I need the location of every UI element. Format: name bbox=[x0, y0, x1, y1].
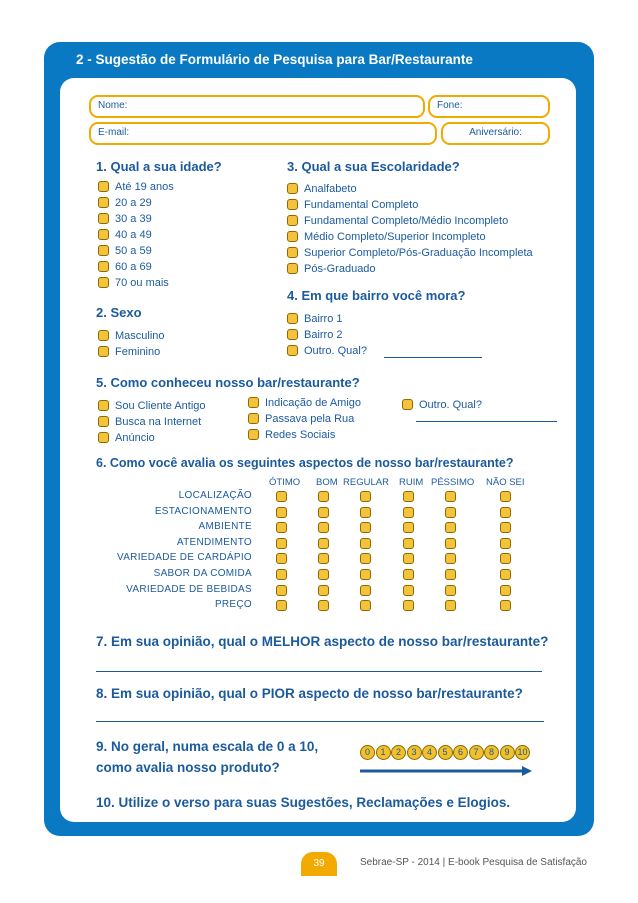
q5-option-label: Busca na Internet bbox=[115, 416, 202, 428]
q5-option[interactable] bbox=[248, 412, 354, 426]
rating-checkbox-icon[interactable] bbox=[445, 569, 456, 580]
q1-option[interactable] bbox=[98, 180, 174, 194]
rating-checkbox-icon[interactable] bbox=[318, 538, 329, 549]
q5-option-label: Passava pela Rua bbox=[265, 413, 355, 425]
rating-checkbox-icon[interactable] bbox=[360, 491, 371, 502]
rating-checkbox-icon[interactable] bbox=[500, 569, 511, 580]
checkbox-icon[interactable] bbox=[287, 345, 298, 356]
checkbox-icon[interactable] bbox=[287, 199, 298, 210]
rating-checkbox-icon[interactable] bbox=[318, 600, 329, 611]
q3-title: 3. Qual a sua Escolaridade? bbox=[287, 159, 460, 174]
checkbox-icon[interactable] bbox=[248, 397, 259, 408]
checkbox-icon[interactable] bbox=[98, 245, 109, 256]
rating-checkbox-icon[interactable] bbox=[318, 585, 329, 596]
rating-checkbox-icon[interactable] bbox=[500, 491, 511, 502]
q7-title: 7. Em sua opinião, qual o MELHOR aspecto de nosso bar/restaurante? bbox=[96, 634, 549, 649]
checkbox-icon[interactable] bbox=[287, 247, 298, 258]
checkbox-icon[interactable] bbox=[98, 346, 109, 357]
birthday-label: Aniversário: bbox=[469, 127, 522, 138]
scale-option[interactable]: 4 bbox=[422, 745, 437, 760]
q4-option[interactable] bbox=[287, 344, 367, 358]
q4-option-label: Bairro 1 bbox=[304, 313, 343, 325]
rating-checkbox-icon[interactable] bbox=[360, 569, 371, 580]
q1-option[interactable] bbox=[98, 260, 152, 274]
q4-option-label: Bairro 2 bbox=[304, 329, 343, 341]
q9-line2: como avalia nosso produto? bbox=[96, 760, 280, 775]
q3-option-label: Fundamental Completo/Médio Incompleto bbox=[304, 215, 509, 227]
email-field[interactable] bbox=[89, 122, 437, 145]
email-label: E-mail: bbox=[98, 127, 130, 138]
scale-option[interactable]: 2 bbox=[391, 745, 406, 760]
q1-option-label: 70 ou mais bbox=[115, 277, 169, 289]
scale-option[interactable]: 0 bbox=[360, 745, 375, 760]
rating-checkbox-icon[interactable] bbox=[403, 538, 414, 549]
rating-checkbox-icon[interactable] bbox=[360, 507, 371, 518]
q1-option-label: 30 a 39 bbox=[115, 213, 152, 225]
q3-option[interactable] bbox=[287, 246, 533, 260]
q3-option[interactable] bbox=[287, 214, 508, 228]
rating-checkbox-icon[interactable] bbox=[276, 600, 287, 611]
q3-option[interactable] bbox=[287, 230, 486, 244]
scale-option[interactable]: 5 bbox=[438, 745, 453, 760]
rating-checkbox-icon[interactable] bbox=[500, 507, 511, 518]
q1-option[interactable] bbox=[98, 228, 152, 242]
q1-option-label: 40 a 49 bbox=[115, 229, 152, 241]
q2-option-label: Feminino bbox=[115, 346, 161, 358]
aspect-label: LOCALIZAÇÃO bbox=[178, 490, 252, 501]
checkbox-icon[interactable] bbox=[98, 400, 109, 411]
aspect-label: PREÇO bbox=[214, 599, 252, 611]
rating-checkbox-icon[interactable] bbox=[403, 600, 414, 611]
page-number: 39 bbox=[301, 852, 337, 876]
q2-option-label: Masculino bbox=[115, 330, 165, 342]
q5-option-label: Indicação de Amigo bbox=[265, 397, 362, 409]
q1-option-label: 20 a 29 bbox=[115, 197, 152, 209]
q10-title: 10. Utilize o verso para suas Sugestões, Reclamações e Elogios. bbox=[96, 795, 511, 810]
rating-checkbox-icon[interactable] bbox=[403, 507, 414, 518]
rating-checkbox-icon[interactable] bbox=[500, 585, 511, 596]
rating-checkbox-icon[interactable] bbox=[445, 600, 456, 611]
q5-option-label: Sou Cliente Antigo bbox=[115, 400, 206, 412]
rating-checkbox-icon[interactable] bbox=[445, 553, 456, 564]
q3-option[interactable] bbox=[287, 262, 376, 276]
rating-checkbox-icon[interactable] bbox=[360, 553, 371, 564]
rating-checkbox-icon[interactable] bbox=[403, 491, 414, 502]
q5-option[interactable] bbox=[248, 428, 335, 442]
rating-checkbox-icon[interactable] bbox=[403, 522, 414, 533]
rating-checkbox-icon[interactable] bbox=[500, 538, 511, 549]
q2-option[interactable] bbox=[98, 329, 165, 343]
rating-checkbox-icon[interactable] bbox=[500, 522, 511, 533]
aspect-label: VARIEDADE DE CARDÁPIO bbox=[116, 552, 252, 564]
scale-option[interactable]: 6 bbox=[453, 745, 468, 760]
q8-answer-line[interactable] bbox=[96, 721, 544, 722]
q1-option[interactable] bbox=[98, 196, 152, 210]
q2-option[interactable] bbox=[98, 345, 160, 359]
rating-checkbox-icon[interactable] bbox=[403, 553, 414, 564]
name-field[interactable] bbox=[89, 95, 425, 118]
rating-checkbox-icon[interactable] bbox=[276, 491, 287, 502]
scale-option[interactable]: 8 bbox=[484, 745, 499, 760]
checkbox-icon[interactable] bbox=[402, 399, 413, 410]
q4-option[interactable] bbox=[287, 328, 343, 342]
scale-option[interactable]: 9 bbox=[500, 745, 515, 760]
q1-option[interactable] bbox=[98, 212, 152, 226]
scale-option[interactable]: 3 bbox=[407, 745, 422, 760]
q5-other-line[interactable] bbox=[416, 421, 557, 422]
checkbox-icon[interactable] bbox=[248, 429, 259, 440]
q5-option-other-label: Outro. Qual? bbox=[419, 399, 482, 411]
q1-option-label: 50 a 59 bbox=[115, 245, 152, 257]
rating-checkbox-icon[interactable] bbox=[445, 585, 456, 596]
scale-option[interactable]: 7 bbox=[469, 745, 484, 760]
q3-option[interactable] bbox=[287, 182, 357, 196]
rating-column-header: ÓTIMO bbox=[269, 477, 301, 488]
rating-checkbox-icon[interactable] bbox=[360, 600, 371, 611]
scale-option[interactable]: 10 bbox=[515, 745, 530, 760]
q4-title: 4. Em que bairro você mora? bbox=[287, 288, 466, 303]
q5-option-other[interactable] bbox=[402, 398, 482, 412]
q4-other-line[interactable] bbox=[384, 357, 482, 358]
checkbox-icon[interactable] bbox=[287, 329, 298, 340]
scale-arrow-icon bbox=[360, 766, 532, 776]
q3-option-label: Superior Completo/Pós-Graduação Incompleta bbox=[304, 247, 533, 259]
rating-checkbox-icon[interactable] bbox=[445, 491, 456, 502]
rating-column-header: BOM bbox=[316, 477, 338, 488]
checkbox-icon[interactable] bbox=[98, 181, 109, 192]
rating-checkbox-icon[interactable] bbox=[318, 553, 329, 564]
rating-checkbox-icon[interactable] bbox=[276, 507, 287, 518]
rating-checkbox-icon[interactable] bbox=[276, 522, 287, 533]
rating-checkbox-icon[interactable] bbox=[360, 522, 371, 533]
q1-option[interactable] bbox=[98, 276, 169, 290]
rating-column-header: PÉSSIMO bbox=[431, 477, 475, 488]
rating-checkbox-icon[interactable] bbox=[276, 538, 287, 549]
rating-column-header: REGULAR bbox=[343, 477, 389, 488]
rating-checkbox-icon[interactable] bbox=[445, 522, 456, 533]
rating-column-header: RUIM bbox=[399, 477, 424, 488]
checkbox-icon[interactable] bbox=[287, 231, 298, 242]
aspect-label: ATENDIMENTO bbox=[176, 536, 252, 548]
q4-option[interactable] bbox=[287, 312, 343, 326]
rating-checkbox-icon[interactable] bbox=[360, 585, 371, 596]
checkbox-icon[interactable] bbox=[98, 432, 109, 443]
q5-option[interactable] bbox=[98, 431, 155, 445]
q5-option[interactable] bbox=[98, 415, 201, 429]
q4-option-label: Outro. Qual? bbox=[304, 345, 367, 357]
q3-option[interactable] bbox=[287, 198, 418, 212]
checkbox-icon[interactable] bbox=[287, 215, 298, 226]
phone-field[interactable] bbox=[428, 95, 550, 118]
rating-checkbox-icon[interactable] bbox=[276, 585, 287, 596]
checkbox-icon[interactable] bbox=[98, 416, 109, 427]
q1-option[interactable] bbox=[98, 244, 152, 258]
birthday-field[interactable] bbox=[441, 122, 550, 145]
q3-option-label: Pós-Graduado bbox=[304, 263, 376, 275]
checkbox-icon[interactable] bbox=[98, 277, 109, 288]
aspect-label: AMBIENTE bbox=[198, 521, 252, 533]
checkbox-icon[interactable] bbox=[98, 197, 109, 208]
rating-checkbox-icon[interactable] bbox=[318, 507, 329, 518]
q5-option[interactable] bbox=[248, 396, 361, 410]
rating-checkbox-icon[interactable] bbox=[360, 538, 371, 549]
checkbox-icon[interactable] bbox=[287, 263, 298, 274]
q1-title: 1. Qual a sua idade? bbox=[96, 159, 222, 174]
aspect-label: VARIEDADE DE BEBIDAS bbox=[126, 583, 252, 595]
q3-option-label: Fundamental Completo bbox=[304, 199, 419, 211]
q1-option-label: Até 19 anos bbox=[115, 181, 174, 193]
checkbox-icon[interactable] bbox=[248, 413, 259, 424]
q5-option[interactable] bbox=[98, 399, 206, 413]
scale-option[interactable]: 1 bbox=[376, 745, 391, 760]
q5-title: 5. Como conheceu nosso bar/restaurante? bbox=[96, 375, 360, 390]
rating-checkbox-icon[interactable] bbox=[445, 538, 456, 549]
rating-checkbox-icon[interactable] bbox=[276, 569, 287, 580]
rating-checkbox-icon[interactable] bbox=[500, 553, 511, 564]
checkbox-icon[interactable] bbox=[98, 330, 109, 341]
q5-option-label: Anúncio bbox=[115, 432, 155, 444]
q1-option-label: 60 a 69 bbox=[115, 261, 152, 273]
rating-checkbox-icon[interactable] bbox=[318, 522, 329, 533]
rating-checkbox-icon[interactable] bbox=[403, 585, 414, 596]
q3-option-label: Médio Completo/Superior Incompleto bbox=[304, 231, 486, 243]
rating-checkbox-icon[interactable] bbox=[318, 491, 329, 502]
aspect-label: ESTACIONAMENTO bbox=[154, 505, 252, 517]
phone-label: Fone: bbox=[437, 100, 463, 111]
rating-checkbox-icon[interactable] bbox=[318, 569, 329, 580]
q7-answer-line[interactable] bbox=[96, 671, 542, 672]
q8-title: 8. Em sua opinião, qual o PIOR aspecto de nosso bar/restaurante? bbox=[96, 686, 523, 701]
checkbox-icon[interactable] bbox=[287, 183, 298, 194]
checkbox-icon[interactable] bbox=[98, 213, 109, 224]
q5-option-label: Redes Sociais bbox=[265, 429, 336, 441]
footer-text: Sebrae-SP - 2014 | E-book Pesquisa de Satisfação bbox=[360, 857, 587, 868]
rating-checkbox-icon[interactable] bbox=[403, 569, 414, 580]
rating-column-header: NÃO SEI bbox=[486, 477, 525, 488]
q6-title: 6. Como você avalia os seguintes aspectos de nosso bar/restaurante? bbox=[96, 456, 514, 470]
form-title: 2 - Sugestão de Formulário de Pesquisa para Bar/Restaurante bbox=[76, 52, 473, 67]
checkbox-icon[interactable] bbox=[98, 229, 109, 240]
rating-checkbox-icon[interactable] bbox=[500, 600, 511, 611]
rating-checkbox-icon[interactable] bbox=[445, 507, 456, 518]
q3-option-label: Analfabeto bbox=[304, 183, 357, 195]
q2-title: 2. Sexo bbox=[96, 305, 142, 320]
rating-checkbox-icon[interactable] bbox=[276, 553, 287, 564]
q9-line1: 9. No geral, numa escala de 0 a 10, bbox=[96, 739, 319, 754]
aspect-label: SABOR DA COMIDA bbox=[153, 568, 252, 579]
name-label: Nome: bbox=[98, 100, 128, 111]
checkbox-icon[interactable] bbox=[98, 261, 109, 272]
checkbox-icon[interactable] bbox=[287, 313, 298, 324]
